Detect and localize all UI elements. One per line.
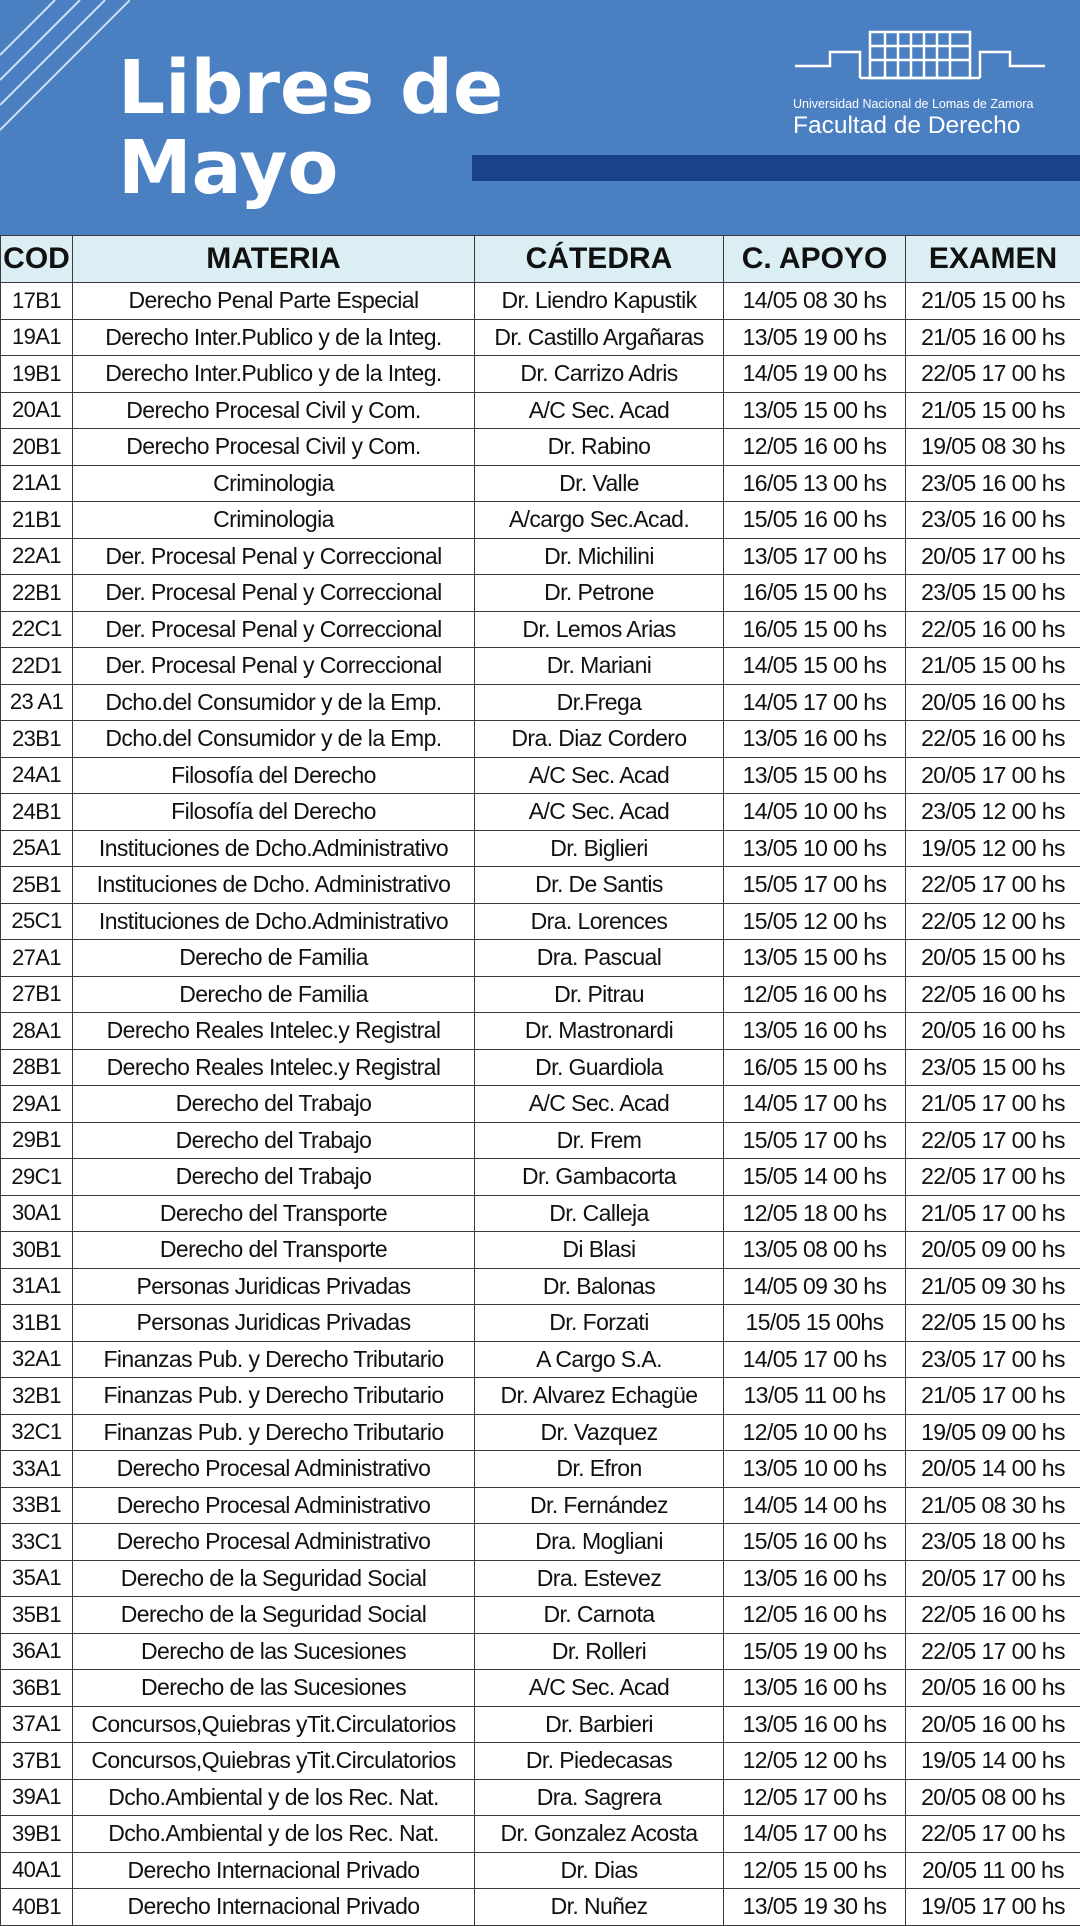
cell-materia: Personas Juridicas Privadas [73, 1305, 475, 1342]
cell-c-apoyo: 13/05 19 30 hs [724, 1889, 906, 1926]
cell-catedra: Dr. Castillo Argañaras [475, 319, 724, 356]
table-row [1, 684, 1080, 721]
cell-examen: 21/05 17 00 hs [906, 1378, 1080, 1415]
cell-catedra: Dra. Lorences [475, 903, 724, 940]
cell-c-apoyo: 15/05 17 00 hs [724, 1122, 906, 1159]
cell-materia: Derecho de las Sucesiones [73, 1670, 475, 1707]
cell-c-apoyo: 14/05 15 00 hs [724, 648, 906, 685]
cell-examen: 21/05 09 30 hs [906, 1268, 1080, 1305]
cell-examen: 22/05 16 00 hs [906, 976, 1080, 1013]
cell-materia: Personas Juridicas Privadas [73, 1268, 475, 1305]
cell-examen: 23/05 15 00 hs [906, 575, 1080, 612]
cell-catedra: Dr. Mastronardi [475, 1013, 724, 1050]
cell-c-apoyo: 13/05 11 00 hs [724, 1378, 906, 1415]
cell-cod: 22C1 [1, 611, 73, 648]
cell-catedra: Dr. Carnota [475, 1597, 724, 1634]
table-row [1, 538, 1080, 575]
cell-cod: 29B1 [1, 1122, 73, 1159]
cell-catedra: Dr. Frem [475, 1122, 724, 1159]
cell-catedra: Dr. Nuñez [475, 1889, 724, 1926]
table-row [1, 830, 1080, 867]
table-row [1, 794, 1080, 831]
cell-cod: 30B1 [1, 1232, 73, 1269]
cell-catedra: Dr. De Santis [475, 867, 724, 904]
cell-catedra: Dr. Liendro Kapustik [475, 283, 724, 320]
cell-c-apoyo: 12/05 15 00 hs [724, 1852, 906, 1889]
cell-cod: 36A1 [1, 1633, 73, 1670]
cell-cod: 24B1 [1, 794, 73, 831]
cell-materia: Derecho Procesal Administrativo [73, 1451, 475, 1488]
cell-materia: Derecho Internacional Privado [73, 1889, 475, 1926]
cell-cod: 40A1 [1, 1852, 73, 1889]
cell-c-apoyo: 13/05 16 00 hs [724, 1013, 906, 1050]
table-row [1, 1670, 1080, 1707]
cell-catedra: Dr. Barbieri [475, 1706, 724, 1743]
cell-materia: Derecho del Transporte [73, 1195, 475, 1232]
table-row [1, 502, 1080, 539]
header-banner [0, 0, 1080, 235]
cell-c-apoyo: 12/05 16 00 hs [724, 976, 906, 1013]
cell-materia: Derecho Procesal Administrativo [73, 1524, 475, 1561]
cell-catedra: Dr.Frega [475, 684, 724, 721]
table-row [1, 1779, 1080, 1816]
cell-cod: 21A1 [1, 465, 73, 502]
cell-examen: 22/05 16 00 hs [906, 721, 1080, 758]
table-row [1, 721, 1080, 758]
cell-cod: 25B1 [1, 867, 73, 904]
cell-materia: Dcho.Ambiental y de los Rec. Nat. [73, 1816, 475, 1853]
cell-catedra: Dr. Pitrau [475, 976, 724, 1013]
cell-c-apoyo: 13/05 16 00 hs [724, 1560, 906, 1597]
cell-examen: 20/05 17 00 hs [906, 538, 1080, 575]
cell-examen: 20/05 14 00 hs [906, 1451, 1080, 1488]
cell-cod: 33B1 [1, 1487, 73, 1524]
cell-examen: 20/05 16 00 hs [906, 1670, 1080, 1707]
cell-cod: 32C1 [1, 1414, 73, 1451]
cell-cod: 19A1 [1, 319, 73, 356]
table-row [1, 1487, 1080, 1524]
cell-cod: 21B1 [1, 502, 73, 539]
cell-cod: 39B1 [1, 1816, 73, 1853]
cell-c-apoyo: 13/05 16 00 hs [724, 721, 906, 758]
cell-materia: Dcho.Ambiental y de los Rec. Nat. [73, 1779, 475, 1816]
cell-materia: Derecho Procesal Administrativo [73, 1487, 475, 1524]
cell-c-apoyo: 16/05 15 00 hs [724, 611, 906, 648]
cell-examen: 20/05 09 00 hs [906, 1232, 1080, 1269]
cell-c-apoyo: 13/05 15 00 hs [724, 392, 906, 429]
cell-materia: Concursos,Quiebras yTit.Circulatorios [73, 1706, 475, 1743]
cell-catedra: A/cargo Sec.Acad. [475, 502, 724, 539]
cell-materia: Criminologia [73, 502, 475, 539]
title-line-1: Libres de [118, 48, 503, 128]
cell-examen: 22/05 17 00 hs [906, 1633, 1080, 1670]
cell-examen: 19/05 14 00 hs [906, 1743, 1080, 1780]
header-examen: EXAMEN [906, 236, 1080, 283]
cell-catedra: Dr. Balonas [475, 1268, 724, 1305]
cell-c-apoyo: 15/05 17 00 hs [724, 867, 906, 904]
cell-catedra: Dr. Gonzalez Acosta [475, 1816, 724, 1853]
cell-c-apoyo: 13/05 16 00 hs [724, 1670, 906, 1707]
cell-examen: 20/05 11 00 hs [906, 1852, 1080, 1889]
cell-examen: 19/05 12 00 hs [906, 830, 1080, 867]
cell-catedra: A/C Sec. Acad [475, 757, 724, 794]
cell-c-apoyo: 13/05 15 00 hs [724, 757, 906, 794]
cell-catedra: Dr. Petrone [475, 575, 724, 612]
table-row [1, 1013, 1080, 1050]
cell-examen: 21/05 17 00 hs [906, 1195, 1080, 1232]
cell-cod: 39A1 [1, 1779, 73, 1816]
cell-catedra: Dr. Calleja [475, 1195, 724, 1232]
cell-catedra: Dr. Mariani [475, 648, 724, 685]
cell-examen: 23/05 15 00 hs [906, 1049, 1080, 1086]
table-row [1, 867, 1080, 904]
cell-c-apoyo: 15/05 19 00 hs [724, 1633, 906, 1670]
cell-examen: 20/05 17 00 hs [906, 757, 1080, 794]
cell-materia: Derecho Reales Intelec.y Registral [73, 1049, 475, 1086]
cell-cod: 24A1 [1, 757, 73, 794]
table-row [1, 1597, 1080, 1634]
cell-cod: 22A1 [1, 538, 73, 575]
cell-c-apoyo: 15/05 15 00hs [724, 1305, 906, 1342]
cell-c-apoyo: 14/05 19 00 hs [724, 356, 906, 393]
cell-materia: Derecho Reales Intelec.y Registral [73, 1013, 475, 1050]
table-row [1, 1305, 1080, 1342]
cell-catedra: Dr. Valle [475, 465, 724, 502]
cell-cod: 28A1 [1, 1013, 73, 1050]
cell-c-apoyo: 16/05 15 00 hs [724, 1049, 906, 1086]
cell-materia: Der. Procesal Penal y Correccional [73, 575, 475, 612]
cell-cod: 30A1 [1, 1195, 73, 1232]
cell-cod: 31B1 [1, 1305, 73, 1342]
cell-cod: 25A1 [1, 830, 73, 867]
cell-catedra: Dr. Lemos Arias [475, 611, 724, 648]
cell-cod: 31A1 [1, 1268, 73, 1305]
cell-examen: 21/05 15 00 hs [906, 283, 1080, 320]
building-icon [790, 20, 1050, 98]
cell-cod: 29A1 [1, 1086, 73, 1123]
cell-examen: 22/05 12 00 hs [906, 903, 1080, 940]
table-row [1, 1232, 1080, 1269]
cell-catedra: Dr. Fernández [475, 1487, 724, 1524]
cell-c-apoyo: 14/05 17 00 hs [724, 1816, 906, 1853]
table-row [1, 575, 1080, 612]
cell-cod: 20A1 [1, 392, 73, 429]
cell-examen: 19/05 09 00 hs [906, 1414, 1080, 1451]
cell-materia: Finanzas Pub. y Derecho Tributario [73, 1414, 475, 1451]
table-row [1, 1633, 1080, 1670]
accent-bar [472, 155, 1080, 181]
cell-catedra: Dr. Alvarez Echagüe [475, 1378, 724, 1415]
table-row [1, 1743, 1080, 1780]
cell-examen: 19/05 17 00 hs [906, 1889, 1080, 1926]
cell-cod: 22B1 [1, 575, 73, 612]
cell-examen: 22/05 17 00 hs [906, 1816, 1080, 1853]
table-row [1, 1159, 1080, 1196]
table-row [1, 283, 1080, 320]
cell-examen: 23/05 17 00 hs [906, 1341, 1080, 1378]
cell-catedra: Dra. Mogliani [475, 1524, 724, 1561]
cell-c-apoyo: 13/05 15 00 hs [724, 940, 906, 977]
cell-materia: Filosofía del Derecho [73, 794, 475, 831]
cell-materia: Derecho del Trabajo [73, 1086, 475, 1123]
cell-materia: Derecho Inter.Publico y de la Integ. [73, 356, 475, 393]
faculty-logo [790, 20, 1050, 140]
cell-examen: 22/05 17 00 hs [906, 1159, 1080, 1196]
cell-c-apoyo: 12/05 17 00 hs [724, 1779, 906, 1816]
cell-cod: 33A1 [1, 1451, 73, 1488]
header-catedra: CÁTEDRA [475, 236, 724, 283]
cell-materia: Der. Procesal Penal y Correccional [73, 648, 475, 685]
cell-c-apoyo: 15/05 16 00 hs [724, 1524, 906, 1561]
cell-c-apoyo: 14/05 17 00 hs [724, 1086, 906, 1123]
cell-cod: 29C1 [1, 1159, 73, 1196]
table-row [1, 1706, 1080, 1743]
cell-catedra: Dr. Rabino [475, 429, 724, 466]
cell-c-apoyo: 14/05 09 30 hs [724, 1268, 906, 1305]
cell-examen: 22/05 16 00 hs [906, 1597, 1080, 1634]
cell-examen: 23/05 16 00 hs [906, 502, 1080, 539]
cell-c-apoyo: 14/05 14 00 hs [724, 1487, 906, 1524]
table-row [1, 1268, 1080, 1305]
cell-catedra: Dr. Rolleri [475, 1633, 724, 1670]
cell-examen: 22/05 15 00 hs [906, 1305, 1080, 1342]
cell-c-apoyo: 12/05 12 00 hs [724, 1743, 906, 1780]
cell-cod: 32A1 [1, 1341, 73, 1378]
cell-examen: 21/05 17 00 hs [906, 1086, 1080, 1123]
cell-examen: 20/05 16 00 hs [906, 1706, 1080, 1743]
cell-materia: Derecho Penal Parte Especial [73, 283, 475, 320]
table-row [1, 1852, 1080, 1889]
table-row [1, 1378, 1080, 1415]
cell-materia: Instituciones de Dcho.Administrativo [73, 903, 475, 940]
cell-cod: 23 A1 [1, 684, 73, 721]
cell-materia: Derecho de Familia [73, 976, 475, 1013]
cell-materia: Der. Procesal Penal y Correccional [73, 611, 475, 648]
table-row [1, 1049, 1080, 1086]
cell-c-apoyo: 15/05 14 00 hs [724, 1159, 906, 1196]
cell-c-apoyo: 15/05 12 00 hs [724, 903, 906, 940]
cell-catedra: Dr. Dias [475, 1852, 724, 1889]
cell-examen: 20/05 16 00 hs [906, 1013, 1080, 1050]
cell-catedra: Dra. Sagrera [475, 1779, 724, 1816]
cell-catedra: Dr. Guardiola [475, 1049, 724, 1086]
table-row [1, 429, 1080, 466]
cell-c-apoyo: 12/05 16 00 hs [724, 1597, 906, 1634]
cell-materia: Dcho.del Consumidor y de la Emp. [73, 684, 475, 721]
cell-cod: 28B1 [1, 1049, 73, 1086]
cell-cod: 22D1 [1, 648, 73, 685]
cell-examen: 23/05 12 00 hs [906, 794, 1080, 831]
cell-examen: 23/05 18 00 hs [906, 1524, 1080, 1561]
cell-materia: Dcho.del Consumidor y de la Emp. [73, 721, 475, 758]
cell-c-apoyo: 13/05 19 00 hs [724, 319, 906, 356]
cell-catedra: A/C Sec. Acad [475, 392, 724, 429]
cell-c-apoyo: 13/05 10 00 hs [724, 830, 906, 867]
table-row [1, 1451, 1080, 1488]
table-row [1, 1122, 1080, 1159]
cell-catedra: A/C Sec. Acad [475, 1086, 724, 1123]
cell-materia: Criminologia [73, 465, 475, 502]
cell-materia: Derecho Procesal Civil y Com. [73, 429, 475, 466]
table-row [1, 465, 1080, 502]
table-row [1, 976, 1080, 1013]
cell-c-apoyo: 14/05 17 00 hs [724, 1341, 906, 1378]
table-row [1, 1560, 1080, 1597]
cell-catedra: A/C Sec. Acad [475, 1670, 724, 1707]
cell-catedra: Dr. Gambacorta [475, 1159, 724, 1196]
cell-materia: Derecho del Trabajo [73, 1159, 475, 1196]
table-row [1, 648, 1080, 685]
cell-catedra: Dra. Diaz Cordero [475, 721, 724, 758]
cell-c-apoyo: 14/05 10 00 hs [724, 794, 906, 831]
cell-catedra: Dra. Pascual [475, 940, 724, 977]
cell-examen: 22/05 17 00 hs [906, 356, 1080, 393]
table-row [1, 392, 1080, 429]
cell-c-apoyo: 12/05 16 00 hs [724, 429, 906, 466]
table-row [1, 1816, 1080, 1853]
cell-c-apoyo: 12/05 18 00 hs [724, 1195, 906, 1232]
cell-materia: Instituciones de Dcho. Administrativo [73, 867, 475, 904]
table-row [1, 319, 1080, 356]
cell-examen: 22/05 17 00 hs [906, 867, 1080, 904]
cell-cod: 20B1 [1, 429, 73, 466]
cell-materia: Derecho de la Seguridad Social [73, 1597, 475, 1634]
cell-c-apoyo: 14/05 17 00 hs [724, 684, 906, 721]
cell-examen: 20/05 15 00 hs [906, 940, 1080, 977]
table-row [1, 1086, 1080, 1123]
cell-materia: Derecho de las Sucesiones [73, 1633, 475, 1670]
cell-examen: 21/05 15 00 hs [906, 648, 1080, 685]
table-row [1, 757, 1080, 794]
table-row [1, 1414, 1080, 1451]
cell-catedra: Dr. Vazquez [475, 1414, 724, 1451]
page-title [118, 48, 503, 208]
cell-catedra: Dr. Biglieri [475, 830, 724, 867]
cell-cod: 35B1 [1, 1597, 73, 1634]
header-cod: COD [1, 236, 73, 283]
cell-c-apoyo: 13/05 16 00 hs [724, 1706, 906, 1743]
cell-cod: 33C1 [1, 1524, 73, 1561]
cell-catedra: Di Blasi [475, 1232, 724, 1269]
cell-cod: 37B1 [1, 1743, 73, 1780]
cell-c-apoyo: 16/05 13 00 hs [724, 465, 906, 502]
cell-materia: Concursos,Quiebras yTit.Circulatorios [73, 1743, 475, 1780]
cell-cod: 32B1 [1, 1378, 73, 1415]
cell-catedra: Dr. Michilini [475, 538, 724, 575]
table-row [1, 1524, 1080, 1561]
table-header-row [1, 236, 1080, 283]
cell-c-apoyo: 13/05 17 00 hs [724, 538, 906, 575]
cell-examen: 20/05 16 00 hs [906, 684, 1080, 721]
cell-c-apoyo: 15/05 16 00 hs [724, 502, 906, 539]
cell-materia: Derecho del Trabajo [73, 1122, 475, 1159]
cell-cod: 37A1 [1, 1706, 73, 1743]
table-row [1, 1341, 1080, 1378]
cell-examen: 22/05 16 00 hs [906, 611, 1080, 648]
header-c-apoyo: C. APOYO [724, 236, 906, 283]
cell-materia: Derecho del Transporte [73, 1232, 475, 1269]
faculty-name: Facultad de Derecho [793, 112, 1053, 140]
cell-materia: Filosofía del Derecho [73, 757, 475, 794]
cell-catedra: Dr. Efron [475, 1451, 724, 1488]
cell-cod: 17B1 [1, 283, 73, 320]
cell-materia: Derecho de la Seguridad Social [73, 1560, 475, 1597]
cell-catedra: A/C Sec. Acad [475, 794, 724, 831]
table-row [1, 611, 1080, 648]
cell-materia: Derecho Inter.Publico y de la Integ. [73, 319, 475, 356]
cell-cod: 19B1 [1, 356, 73, 393]
cell-c-apoyo: 16/05 15 00 hs [724, 575, 906, 612]
diagonal-stripes-decoration [0, 0, 130, 160]
table-row [1, 356, 1080, 393]
cell-examen: 22/05 17 00 hs [906, 1122, 1080, 1159]
cell-c-apoyo: 13/05 08 00 hs [724, 1232, 906, 1269]
cell-c-apoyo: 12/05 10 00 hs [724, 1414, 906, 1451]
title-line-2: Mayo [118, 128, 503, 208]
cell-examen: 20/05 17 00 hs [906, 1560, 1080, 1597]
cell-examen: 20/05 08 00 hs [906, 1779, 1080, 1816]
cell-catedra: Dr. Forzati [475, 1305, 724, 1342]
cell-catedra: Dra. Estevez [475, 1560, 724, 1597]
header-materia: MATERIA [73, 236, 475, 283]
cell-materia: Derecho Procesal Civil y Com. [73, 392, 475, 429]
cell-cod: 23B1 [1, 721, 73, 758]
cell-cod: 27A1 [1, 940, 73, 977]
table-row [1, 1195, 1080, 1232]
cell-examen: 21/05 16 00 hs [906, 319, 1080, 356]
cell-examen: 21/05 15 00 hs [906, 392, 1080, 429]
cell-examen: 23/05 16 00 hs [906, 465, 1080, 502]
table-row [1, 903, 1080, 940]
cell-cod: 25C1 [1, 903, 73, 940]
cell-materia: Finanzas Pub. y Derecho Tributario [73, 1341, 475, 1378]
cell-cod: 27B1 [1, 976, 73, 1013]
cell-c-apoyo: 14/05 08 30 hs [724, 283, 906, 320]
cell-catedra: A Cargo S.A. [475, 1341, 724, 1378]
cell-c-apoyo: 13/05 10 00 hs [724, 1451, 906, 1488]
cell-examen: 19/05 08 30 hs [906, 429, 1080, 466]
cell-materia: Der. Procesal Penal y Correccional [73, 538, 475, 575]
cell-cod: 35A1 [1, 1560, 73, 1597]
university-name: Universidad Nacional de Lomas de Zamora [793, 97, 1053, 111]
cell-examen: 21/05 08 30 hs [906, 1487, 1080, 1524]
cell-catedra: Dr. Carrizo Adris [475, 356, 724, 393]
cell-materia: Derecho de Familia [73, 940, 475, 977]
cell-materia: Derecho Internacional Privado [73, 1852, 475, 1889]
cell-materia: Finanzas Pub. y Derecho Tributario [73, 1378, 475, 1415]
cell-cod: 40B1 [1, 1889, 73, 1926]
cell-cod: 36B1 [1, 1670, 73, 1707]
exam-schedule-table [0, 235, 1080, 1926]
table-row [1, 940, 1080, 977]
cell-catedra: Dr. Piedecasas [475, 1743, 724, 1780]
cell-materia: Instituciones de Dcho.Administrativo [73, 830, 475, 867]
